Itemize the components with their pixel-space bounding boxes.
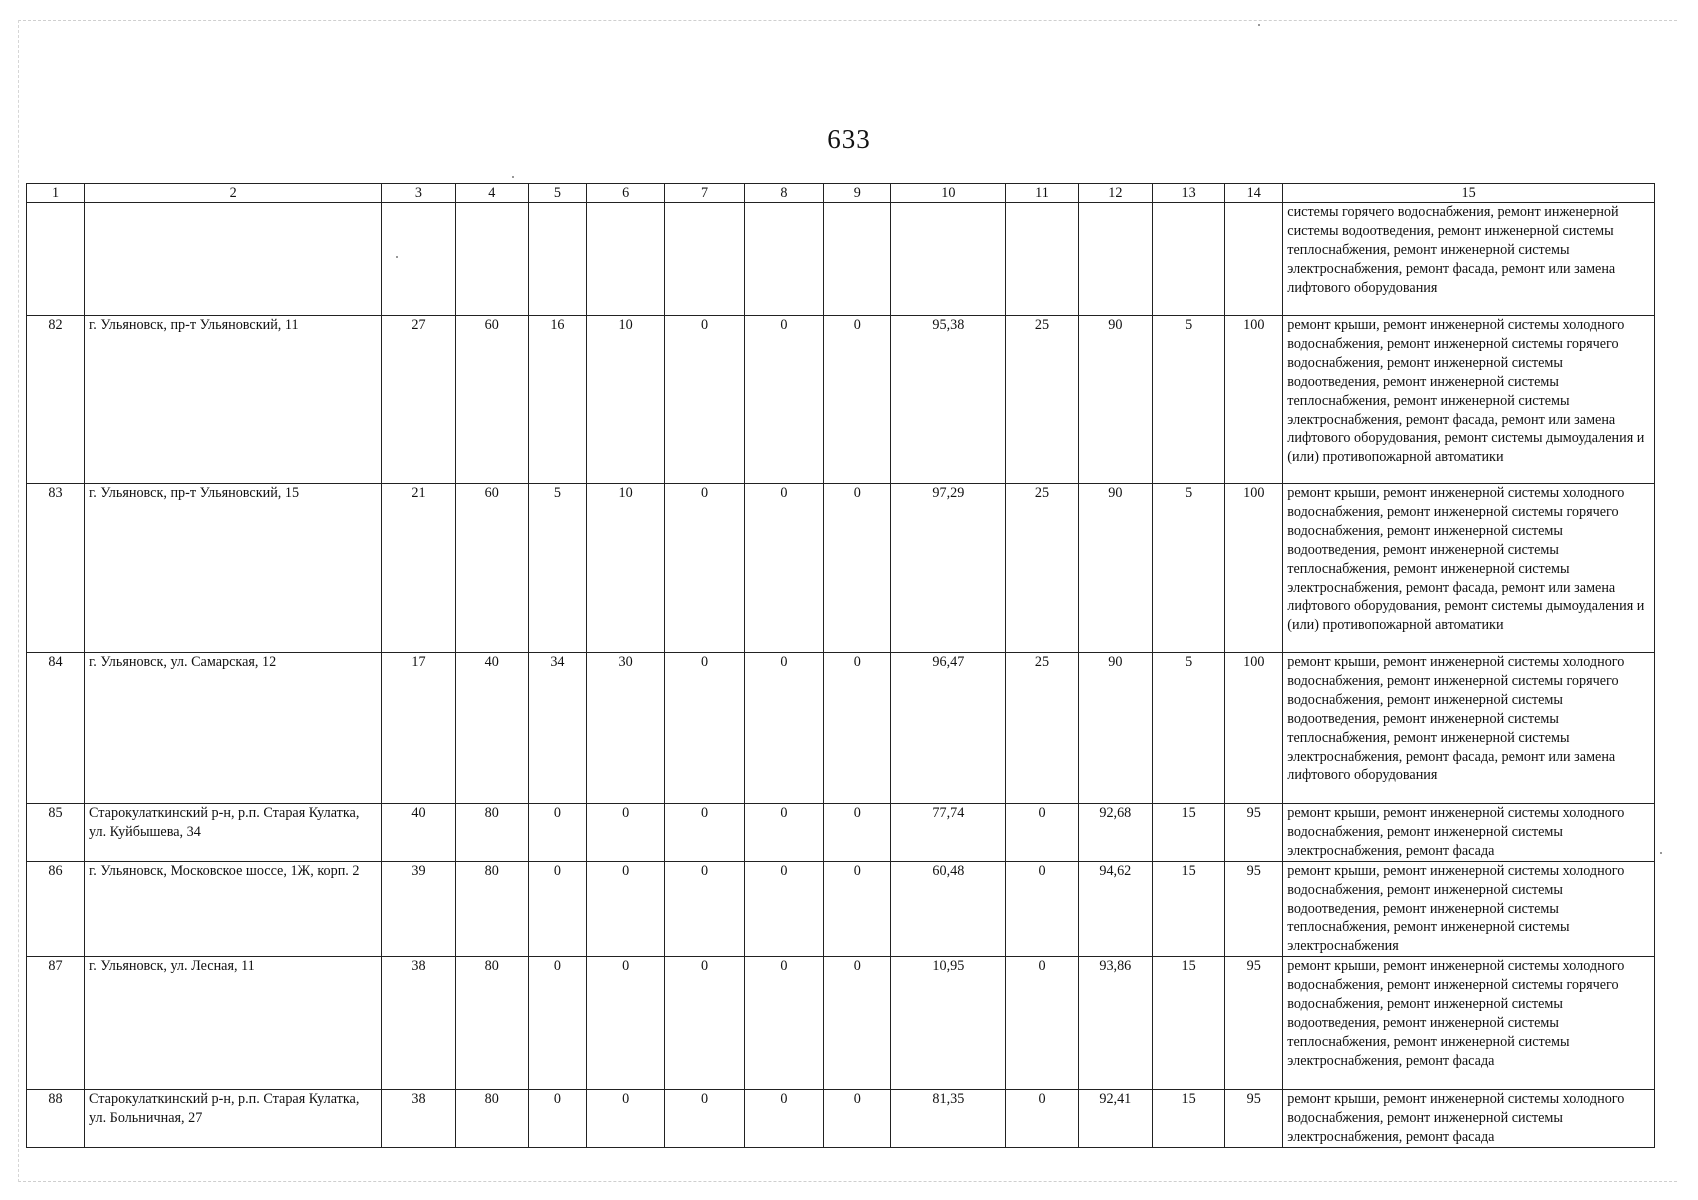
value-cell: 80 (455, 861, 528, 957)
value-cell: 60 (455, 484, 528, 653)
value-cell: 90 (1078, 316, 1152, 484)
column-header: 5 (528, 184, 586, 203)
column-number-header-row (27, 184, 1655, 203)
value-cell: 0 (528, 1090, 586, 1148)
value-cell: 95 (1225, 957, 1283, 1090)
table-cell (455, 203, 528, 316)
column-header: 1 (27, 184, 85, 203)
value-cell: 80 (455, 804, 528, 862)
value-cell: 95 (1225, 861, 1283, 957)
scan-speck (512, 176, 514, 178)
table-cell (382, 203, 455, 316)
value-cell: 0 (744, 316, 823, 484)
address-cell: г. Ульяновск, пр-т Ульяновский, 11 (85, 316, 382, 484)
table-cell (1006, 203, 1078, 316)
row-number: 86 (27, 861, 85, 957)
value-cell: 0 (1006, 804, 1078, 862)
value-cell: 80 (455, 1090, 528, 1148)
value-cell: 15 (1152, 957, 1224, 1090)
address-cell: г. Ульяновск, ул. Лесная, 11 (85, 957, 382, 1090)
value-cell: 0 (665, 957, 744, 1090)
value-cell: 0 (744, 957, 823, 1090)
value-cell: 80 (455, 957, 528, 1090)
value-cell: 25 (1006, 653, 1078, 804)
value-cell: 39 (382, 861, 455, 957)
table-cell (528, 203, 586, 316)
column-header: 6 (586, 184, 664, 203)
table-cell (586, 203, 664, 316)
value-cell: 0 (665, 861, 744, 957)
table-row (27, 1090, 1655, 1148)
value-cell: 0 (665, 653, 744, 804)
scan-speck (1660, 852, 1662, 854)
table-cell (85, 203, 382, 316)
row-number: 82 (27, 316, 85, 484)
column-header: 11 (1006, 184, 1078, 203)
column-header: 15 (1283, 184, 1655, 203)
value-cell: 0 (824, 861, 891, 957)
table-row (27, 316, 1655, 484)
works-cell: ремонт крыши, ремонт инженерной системы холодного водоснабжения, ремонт инженерной системы водоотведения, ремонт инженерной системы теплоснабжения, ремонт инженерной системы электроснабжения (1283, 861, 1655, 957)
value-cell: 0 (586, 957, 664, 1090)
value-cell: 0 (824, 316, 891, 484)
value-cell: 77,74 (891, 804, 1006, 862)
value-cell: 0 (1006, 957, 1078, 1090)
value-cell: 38 (382, 957, 455, 1090)
table-row (27, 804, 1655, 862)
value-cell: 34 (528, 653, 586, 804)
column-header: 10 (891, 184, 1006, 203)
value-cell: 0 (744, 653, 823, 804)
value-cell: 25 (1006, 484, 1078, 653)
value-cell: 40 (382, 804, 455, 862)
value-cell: 27 (382, 316, 455, 484)
continuation-row (27, 203, 1655, 316)
value-cell: 0 (824, 804, 891, 862)
works-cell: ремонт крыши, ремонт инженерной системы холодного водоснабжения, ремонт инженерной системы горячего водоснабжения, ремонт инженерной системы водоотведения, ремонт инженерной системы теплоснабжения, ремонт инженерной системы электроснабжения, ремонт фасада, ремонт или замена лифтового оборудования, ремонт системы дымоудаления и (или) противопожарной автоматики (1283, 316, 1655, 484)
table-cell (891, 203, 1006, 316)
column-header: 12 (1078, 184, 1152, 203)
value-cell: 40 (455, 653, 528, 804)
value-cell: 0 (744, 1090, 823, 1148)
value-cell: 94,62 (1078, 861, 1152, 957)
table-row (27, 861, 1655, 957)
value-cell: 95 (1225, 804, 1283, 862)
value-cell: 0 (665, 804, 744, 862)
value-cell: 60,48 (891, 861, 1006, 957)
value-cell: 0 (744, 861, 823, 957)
value-cell: 90 (1078, 484, 1152, 653)
value-cell: 81,35 (891, 1090, 1006, 1148)
row-number: 87 (27, 957, 85, 1090)
value-cell: 0 (528, 804, 586, 862)
value-cell: 92,68 (1078, 804, 1152, 862)
address-cell: Старокулаткинский р-н, р.п. Старая Кулатка, ул. Куйбышева, 34 (85, 804, 382, 862)
works-cell: ремонт крыши, ремонт инженерной системы холодного водоснабжения, ремонт инженерной системы горячего водоснабжения, ремонт инженерной системы водоотведения, ремонт инженерной системы теплоснабжения, ремонт инженерной системы электроснабжения, ремонт фасада, ремонт или замена лифтового оборудования (1283, 653, 1655, 804)
value-cell: 25 (1006, 316, 1078, 484)
value-cell: 0 (1006, 1090, 1078, 1148)
value-cell: 90 (1078, 653, 1152, 804)
value-cell: 0 (824, 484, 891, 653)
works-cell: ремонт крыши, ремонт инженерной системы холодного водоснабжения, ремонт инженерной системы горячего водоснабжения, ремонт инженерной системы водоотведения, ремонт инженерной системы теплоснабжения, ремонт инженерной системы электроснабжения, ремонт фасада, ремонт или замена лифтового оборудования, ремонт системы дымоудаления и (или) противопожарной автоматики (1283, 484, 1655, 653)
table-cell (824, 203, 891, 316)
value-cell: 0 (1006, 861, 1078, 957)
value-cell: 100 (1225, 316, 1283, 484)
scan-speck (396, 256, 398, 258)
table-cell (1152, 203, 1224, 316)
scan-speck (1258, 24, 1260, 26)
value-cell: 95,38 (891, 316, 1006, 484)
value-cell: 0 (665, 1090, 744, 1148)
works-cell: ремонт крыши, ремонт инженерной системы холодного водоснабжения, ремонт инженерной системы горячего водоснабжения, ремонт инженерной системы водоотведения, ремонт инженерной системы теплоснабжения, ремонт инженерной системы электроснабжения, ремонт фасада (1283, 957, 1655, 1090)
value-cell: 16 (528, 316, 586, 484)
works-cell: ремонт крыши, ремонт инженерной системы холодного водоснабжения, ремонт инженерной системы электроснабжения, ремонт фасада (1283, 1090, 1655, 1148)
row-number: 88 (27, 1090, 85, 1148)
value-cell: 100 (1225, 653, 1283, 804)
column-header: 13 (1152, 184, 1224, 203)
table-cell (665, 203, 744, 316)
value-cell: 10,95 (891, 957, 1006, 1090)
works-table (26, 183, 1655, 1148)
row-number: 83 (27, 484, 85, 653)
column-header: 14 (1225, 184, 1283, 203)
value-cell: 96,47 (891, 653, 1006, 804)
value-cell: 17 (382, 653, 455, 804)
row-number: 84 (27, 653, 85, 804)
table-cell (1225, 203, 1283, 316)
value-cell: 15 (1152, 1090, 1224, 1148)
page-number: 633 (827, 124, 871, 154)
value-cell: 10 (586, 484, 664, 653)
row-number: 85 (27, 804, 85, 862)
value-cell: 0 (528, 957, 586, 1090)
value-cell: 92,41 (1078, 1090, 1152, 1148)
value-cell: 0 (528, 861, 586, 957)
value-cell: 0 (586, 861, 664, 957)
address-cell: г. Ульяновск, Московское шоссе, 1Ж, корп. 2 (85, 861, 382, 957)
value-cell: 5 (1152, 653, 1224, 804)
table-row (27, 653, 1655, 804)
works-cell: ремонт крыши, ремонт инженерной системы холодного водоснабжения, ремонт инженерной системы электроснабжения, ремонт фасада (1283, 804, 1655, 862)
column-header: 4 (455, 184, 528, 203)
value-cell: 100 (1225, 484, 1283, 653)
value-cell: 15 (1152, 804, 1224, 862)
value-cell: 0 (744, 484, 823, 653)
value-cell: 0 (586, 804, 664, 862)
column-header: 7 (665, 184, 744, 203)
value-cell: 5 (1152, 316, 1224, 484)
value-cell: 0 (586, 1090, 664, 1148)
value-cell: 0 (665, 484, 744, 653)
value-cell: 21 (382, 484, 455, 653)
value-cell: 5 (1152, 484, 1224, 653)
table-row (27, 484, 1655, 653)
value-cell: 15 (1152, 861, 1224, 957)
value-cell: 0 (824, 957, 891, 1090)
table-cell (744, 203, 823, 316)
column-header: 8 (744, 184, 823, 203)
value-cell: 30 (586, 653, 664, 804)
table-cell (1078, 203, 1152, 316)
value-cell: 93,86 (1078, 957, 1152, 1090)
value-cell: 60 (455, 316, 528, 484)
address-cell: г. Ульяновск, ул. Самарская, 12 (85, 653, 382, 804)
value-cell: 0 (824, 653, 891, 804)
value-cell: 0 (665, 316, 744, 484)
table-cell (27, 203, 85, 316)
value-cell: 38 (382, 1090, 455, 1148)
value-cell: 0 (744, 804, 823, 862)
address-cell: г. Ульяновск, пр-т Ульяновский, 15 (85, 484, 382, 653)
column-header: 9 (824, 184, 891, 203)
column-header: 2 (85, 184, 382, 203)
column-header: 3 (382, 184, 455, 203)
value-cell: 10 (586, 316, 664, 484)
value-cell: 95 (1225, 1090, 1283, 1148)
table-row (27, 957, 1655, 1090)
value-cell: 97,29 (891, 484, 1006, 653)
value-cell: 0 (824, 1090, 891, 1148)
address-cell: Старокулаткинский р-н, р.п. Старая Кулатка, ул. Больничная, 27 (85, 1090, 382, 1148)
value-cell: 5 (528, 484, 586, 653)
works-cell: системы горячего водоснабжения, ремонт инженерной системы водоотведения, ремонт инженерной системы теплоснабжения, ремонт инженерной системы электроснабжения, ремонт фасада, ремонт или замена лифтового оборудования (1283, 203, 1655, 316)
